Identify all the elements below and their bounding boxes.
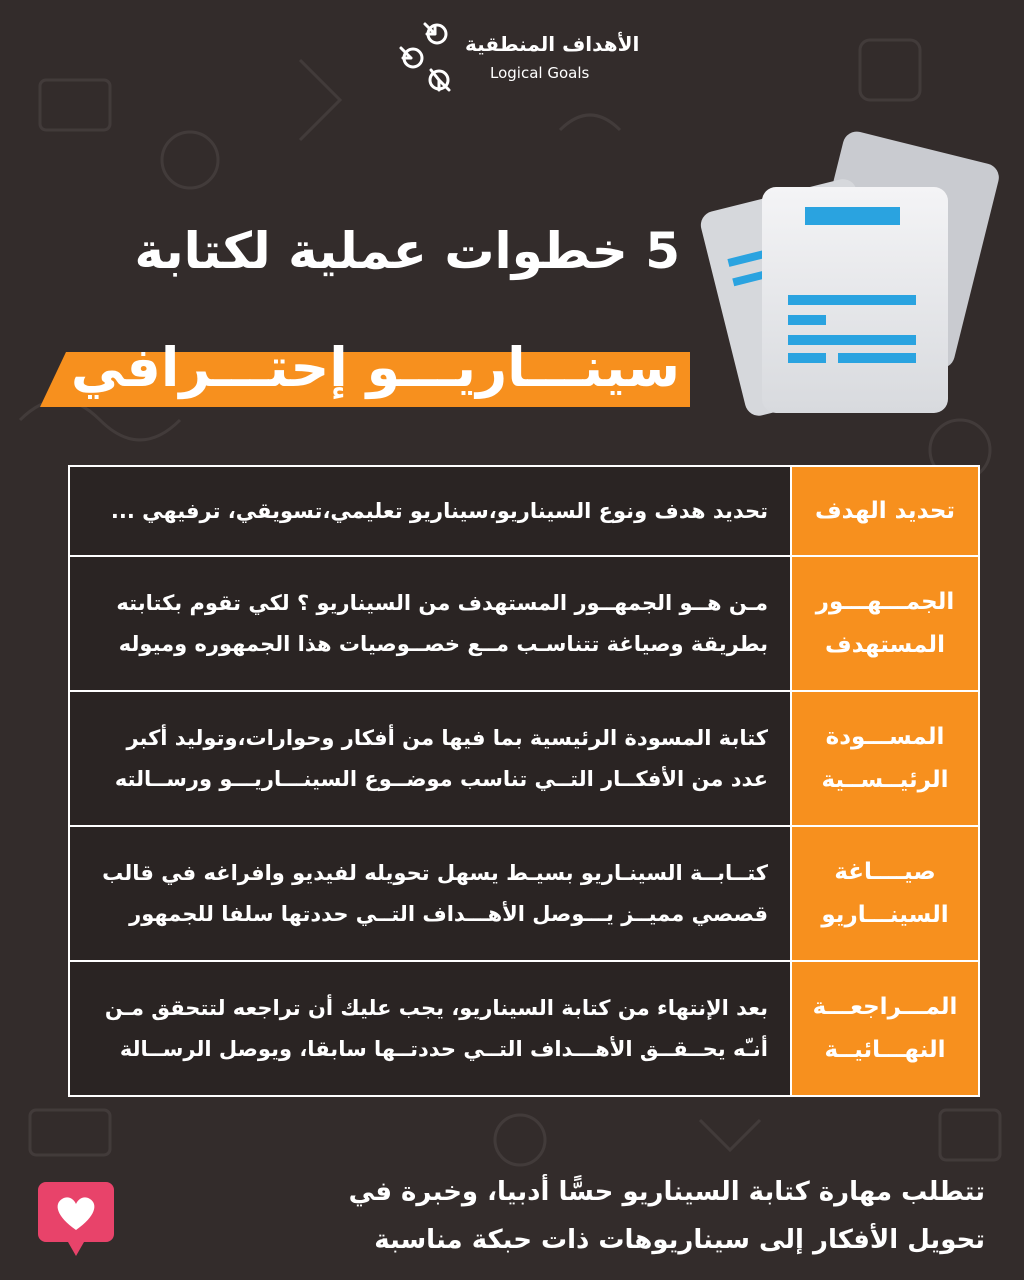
step-heading: صيــــاغة السينـــاريو bbox=[790, 827, 978, 960]
title-line-2: سينـــاريـــو إحتـــرافي bbox=[70, 336, 680, 399]
step-heading: الجمـــهـــور المستهدف bbox=[790, 557, 978, 690]
table-row bbox=[70, 827, 978, 962]
step-description: كتابة المسودة الرئيسية بما فيها من أفكار وحوارات،وتوليد أكبر عدد من الأفكــار التــي تناسب موضــوع السينـــاريـــو ورســالته bbox=[114, 725, 768, 791]
step-description: تحديد هدف ونوع السيناريو،سيناريو تعليمي،تسويقي، ترفيهي ... bbox=[110, 498, 768, 523]
step-heading: تحديد الهدف bbox=[790, 467, 978, 555]
logo-name-english: Logical Goals bbox=[490, 64, 590, 82]
arrows-target-icon bbox=[395, 18, 465, 98]
logo bbox=[395, 18, 640, 98]
step-description: كتــابــة السينـاريو بسيـط يسهل تحويله لفيديو وافراغه في قالب قصصي مميــز يـــوصل الأهـــداف التــي حددتها سلفا للجمهور bbox=[102, 860, 768, 926]
documents-icon bbox=[700, 125, 1000, 425]
step-description: مـن هــو الجمهــور المستهدف من السيناريو ؟ لكي تقوم بكتابته بطريقة وصياغة تتناسـب مــع خصــوصيات هذا الجمهوره وميوله bbox=[116, 590, 768, 656]
step-heading: المســـودة الرئيــســية bbox=[790, 692, 978, 825]
step-heading: المـــراجعـــة النهـــائيــة bbox=[790, 962, 978, 1095]
footer-line-1: تتطلب مهارة كتابة السيناريو حسًّا أدبيا، وخبرة في bbox=[348, 1177, 985, 1207]
table-row bbox=[70, 557, 978, 692]
table-row bbox=[70, 692, 978, 827]
footer-text bbox=[250, 1168, 985, 1264]
logo-name-arabic: الأهداف المنطقية bbox=[465, 32, 640, 56]
steps-table bbox=[68, 465, 980, 1097]
table-row bbox=[70, 962, 978, 1095]
title-line-1: 5 خطوات عملية لكتابة bbox=[134, 222, 680, 280]
footer-line-2: تحويل الأفكار إلى سيناريوهات ذات حبكة مناسبة bbox=[374, 1225, 985, 1256]
heart-icon bbox=[36, 1180, 116, 1258]
table-row bbox=[70, 467, 978, 557]
step-description: بعد الإنتهاء من كتابة السيناريو، يجب عليك أن تراجعه لتتحقق مـن أنـّه يحــقــق الأهـــداف التــي حددتــها سابقا، ويوصل الرســالة bbox=[104, 995, 768, 1061]
